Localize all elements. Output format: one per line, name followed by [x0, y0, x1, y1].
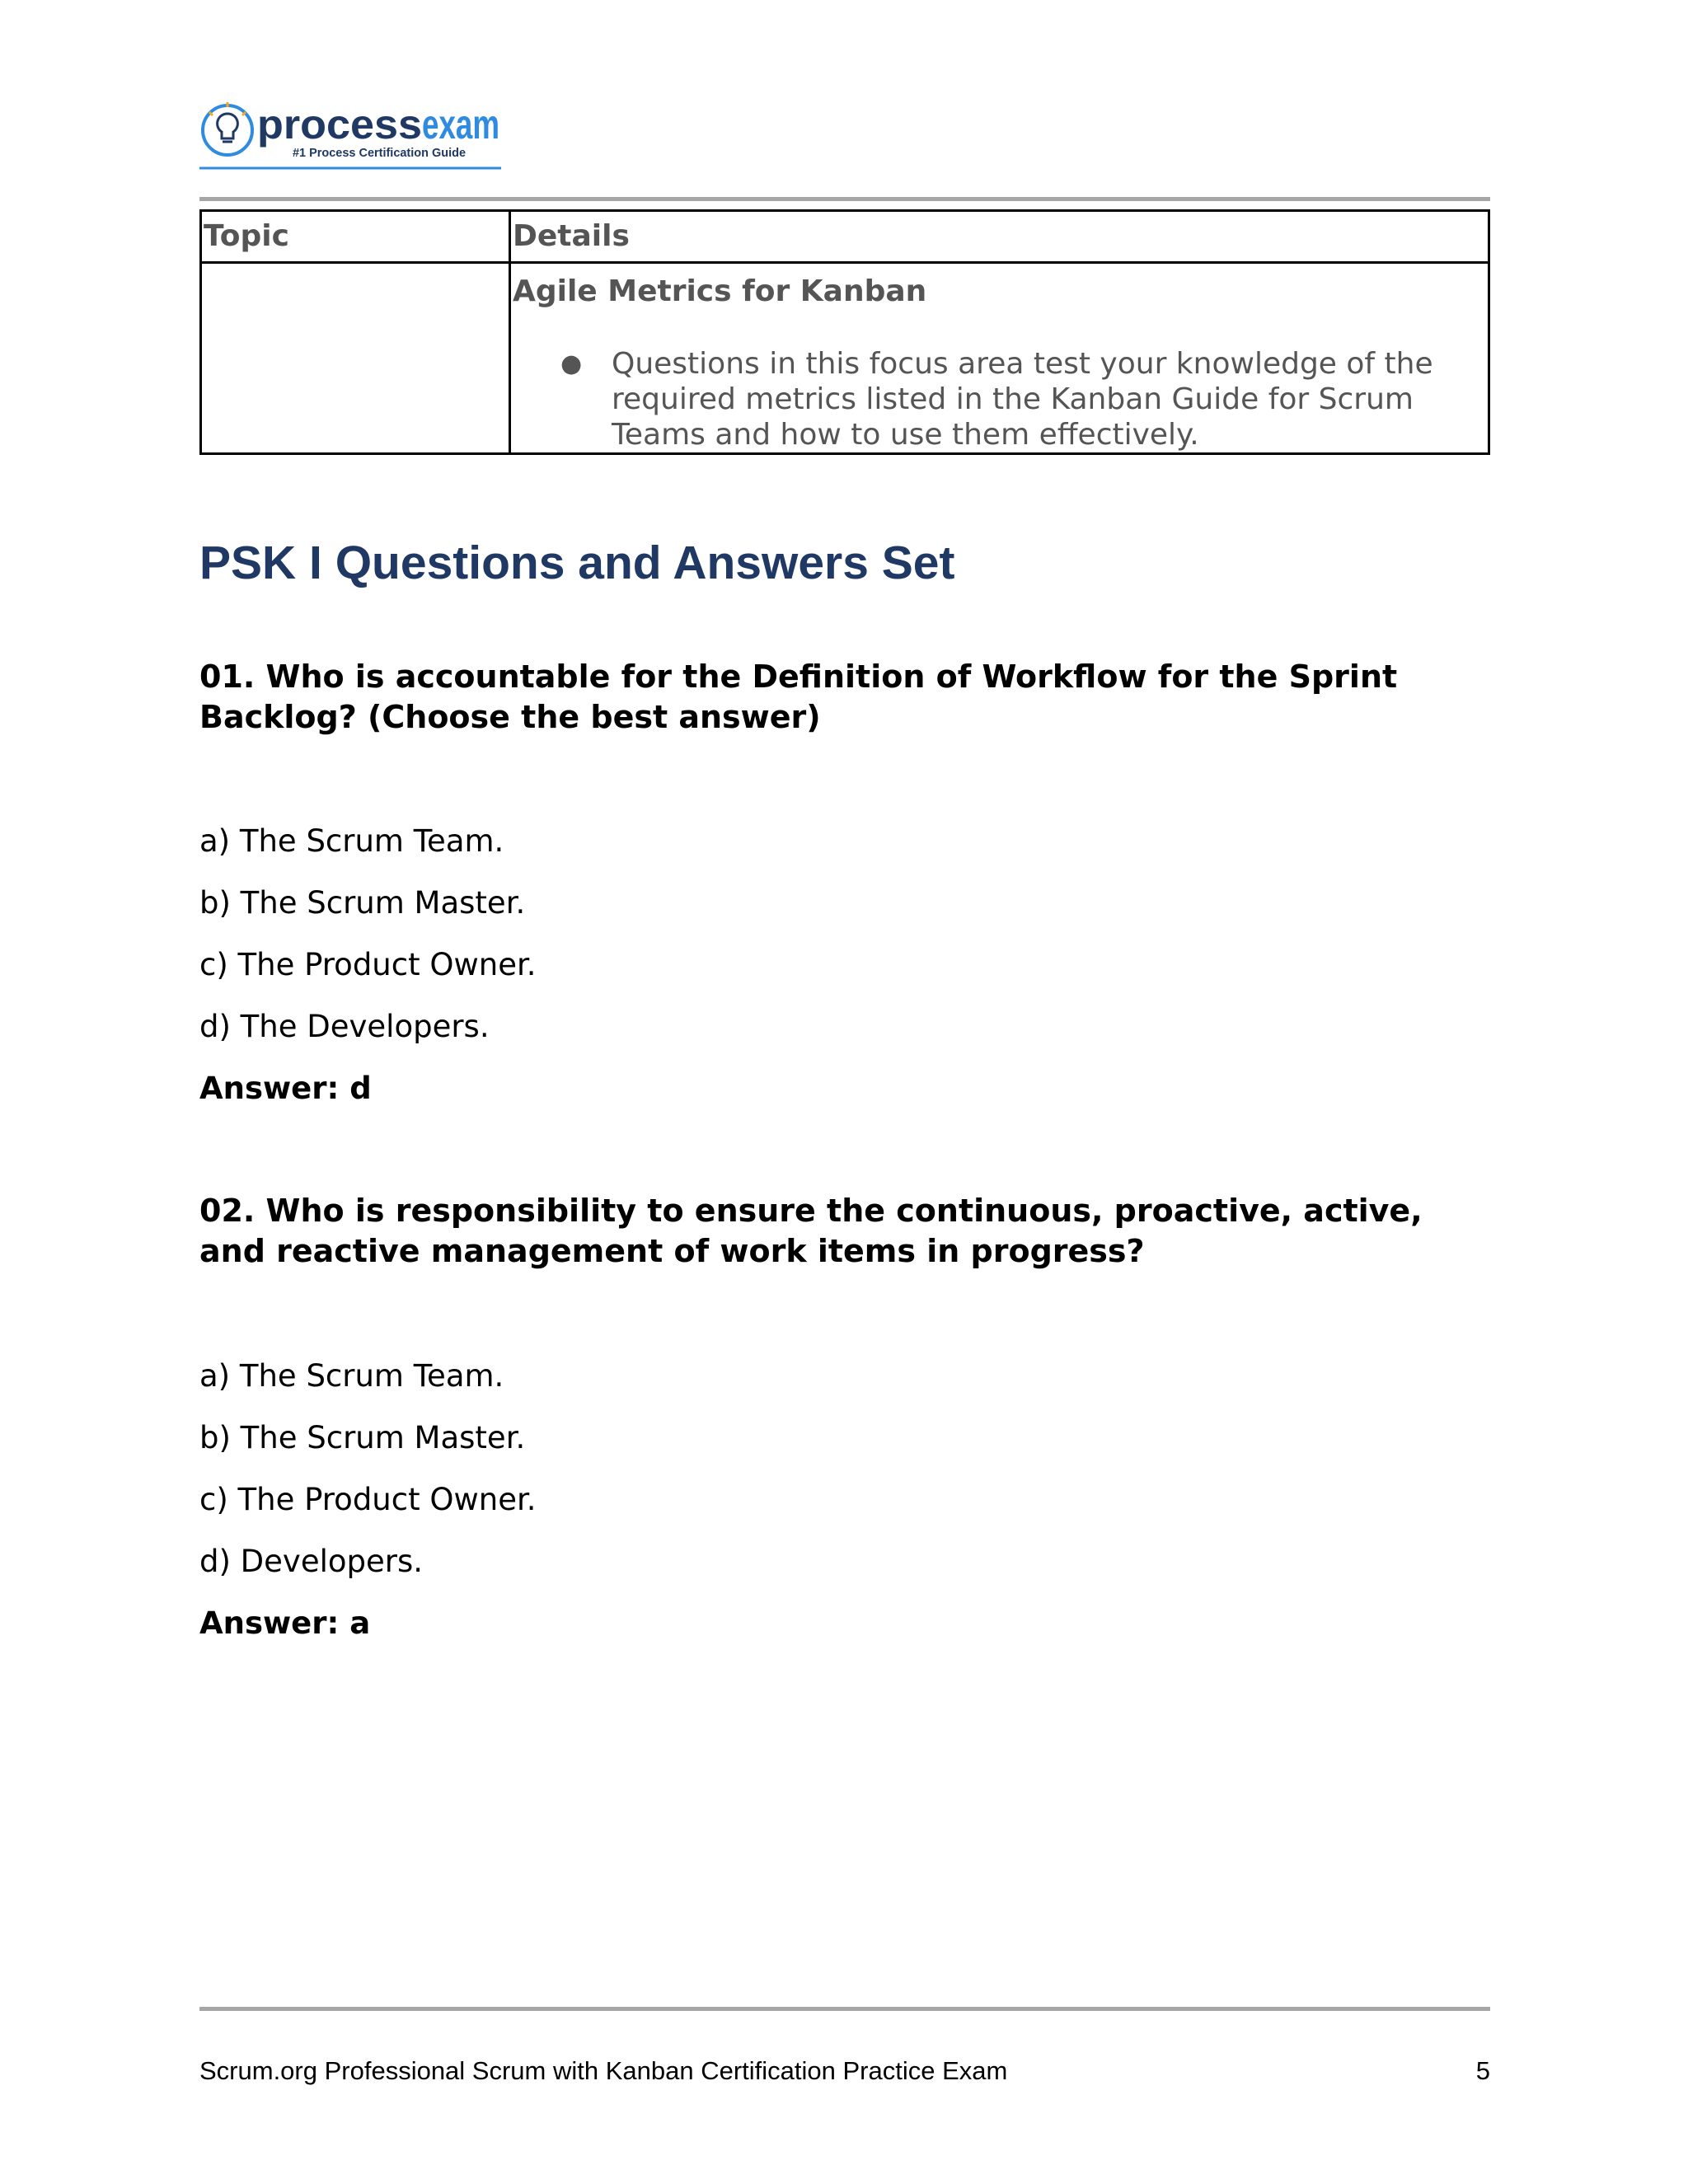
option-item: b) The Scrum Master.	[199, 1420, 526, 1455]
table-header-row	[201, 211, 1489, 263]
option-item: c) The Product Owner.	[199, 947, 537, 982]
question-1-text: 01. Who is accountable for the Definition of Workflow for the Sprint Backlog? (Choose the best answer)	[199, 658, 1398, 735]
question-2-answer: Answer: a	[199, 1605, 371, 1641]
option-item: d) Developers.	[199, 1544, 424, 1579]
question-2-text: 02. Who is responsibility to ensure the continuous, proactive, active, and reactive management of work items in progress?	[199, 1193, 1423, 1269]
logo-graphic	[199, 97, 501, 171]
list-item	[560, 346, 1486, 452]
option-item: a) The Scrum Team.	[199, 1358, 504, 1394]
footer-divider	[199, 2007, 1490, 2011]
table-header-details: Details	[510, 211, 1489, 263]
logo-tagline: #1 Process Certification Guide	[293, 146, 466, 160]
section-title: PSK I Questions and Answers Set	[199, 537, 955, 589]
detail-bullet-text: Questions in this focus area test your knowledge of the required metrics listed in the Kanban Guide for Scrum Teams and how to use them effectively.	[612, 347, 1433, 452]
processexam-logo	[199, 97, 501, 171]
option-item: a) The Scrum Team.	[199, 823, 504, 859]
detail-title: Agile Metrics for Kanban	[513, 274, 927, 308]
table-header-topic: Topic	[201, 211, 510, 263]
option-item: d) The Developers.	[199, 1009, 490, 1044]
option-item: b) The Scrum Master.	[199, 885, 526, 921]
topic-cell	[201, 263, 510, 454]
page-number: 5	[1475, 2056, 1490, 2085]
topic-table	[199, 209, 1490, 455]
question-1-answer: Answer: d	[199, 1071, 372, 1106]
header-divider	[199, 197, 1490, 201]
question-1-options	[199, 823, 537, 1070]
footer-text: Scrum.org Professional Scrum with Kanban Certification Practice Exam	[199, 2056, 1008, 2085]
details-cell	[510, 263, 1489, 454]
logo-word-process: process	[257, 101, 422, 148]
logo-word-exam: exam	[422, 101, 499, 148]
option-item: c) The Product Owner.	[199, 1482, 537, 1517]
detail-bullet-list	[513, 346, 1486, 452]
bullet-icon: ●	[560, 349, 583, 378]
table-row	[201, 263, 1489, 454]
question-2-options	[199, 1357, 537, 1605]
